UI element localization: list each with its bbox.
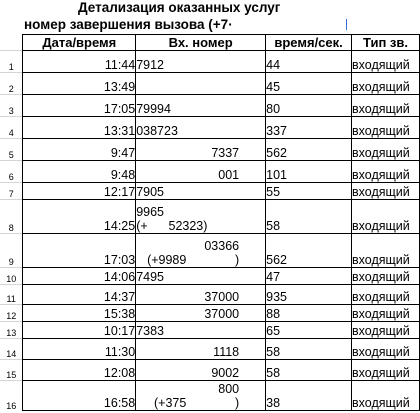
number-line: 001	[218, 168, 240, 182]
table-row[interactable]	[0, 183, 420, 200]
column-header-number[interactable]: Вх. номер	[136, 35, 266, 51]
cell-type[interactable]: входящий	[352, 285, 420, 305]
cell-type[interactable]: входящий	[352, 381, 420, 411]
cell-number[interactable]	[136, 339, 266, 360]
cell-number[interactable]	[136, 381, 266, 411]
cell-time[interactable]: 12:08	[23, 360, 136, 381]
cell-type[interactable]: входящий	[352, 95, 420, 117]
cell-time[interactable]: 17:05	[23, 95, 136, 117]
cell-seconds[interactable]: 58	[266, 339, 352, 360]
number-line: 7495	[136, 270, 165, 284]
row-number[interactable]: 11	[0, 285, 23, 305]
cell-time[interactable]: 16:58	[23, 381, 136, 411]
row-number[interactable]: 5	[0, 139, 23, 161]
cell-type[interactable]: входящий	[352, 305, 420, 322]
table-row[interactable]	[0, 268, 420, 285]
cell-number[interactable]	[136, 200, 266, 234]
row-number[interactable]: 13	[0, 322, 23, 339]
cell-type[interactable]: входящий	[352, 339, 420, 360]
cell-time[interactable]: 9:48	[23, 161, 136, 183]
cell-number[interactable]	[136, 183, 266, 200]
column-header-type[interactable]: Тип зв.	[352, 35, 420, 51]
cell-seconds[interactable]: 55	[266, 183, 352, 200]
cell-number[interactable]	[136, 73, 266, 95]
table-row[interactable]	[0, 381, 420, 411]
number-line-secondary: (+ 52323)	[136, 219, 208, 233]
row-number[interactable]: 9	[0, 234, 23, 268]
cell-seconds[interactable]: 562	[266, 234, 352, 268]
number-line: 800	[218, 382, 240, 396]
text-cursor	[346, 19, 347, 30]
cell-type[interactable]: входящий	[352, 234, 420, 268]
number-line-secondary: (+375 )	[154, 396, 240, 410]
cell-type[interactable]: входящий	[352, 161, 420, 183]
cell-number[interactable]	[136, 51, 266, 73]
cell-type[interactable]: входящий	[352, 73, 420, 95]
cell-number[interactable]	[136, 95, 266, 117]
cell-seconds[interactable]: 47	[266, 268, 352, 285]
cell-seconds[interactable]: 65	[266, 322, 352, 339]
cell-type[interactable]: входящий	[352, 117, 420, 139]
cell-time[interactable]: 11:44	[23, 51, 136, 73]
cell-time[interactable]: 17:03	[23, 234, 136, 268]
number-line: 7383	[136, 324, 165, 338]
table-row[interactable]	[0, 200, 420, 234]
cell-time[interactable]: 13:31	[23, 117, 136, 139]
cell-type[interactable]: входящий	[352, 360, 420, 381]
row-number[interactable]: 7	[0, 183, 23, 200]
cell-time[interactable]: 14:06	[23, 268, 136, 285]
row-number[interactable]: 12	[0, 305, 23, 322]
number-line: 9965	[136, 205, 165, 219]
number-line: 37000	[204, 307, 240, 321]
number-line: 9002	[211, 366, 240, 380]
cell-seconds[interactable]: 337	[266, 117, 352, 139]
column-header-seconds[interactable]: время/сек.	[266, 35, 352, 51]
table-row[interactable]	[0, 305, 420, 322]
row-number[interactable]: 4	[0, 117, 23, 139]
cell-seconds[interactable]: 44	[266, 51, 352, 73]
table-row[interactable]	[0, 234, 420, 268]
cell-number[interactable]	[136, 285, 266, 305]
report-title: Детализация оказанных услуг	[78, 0, 281, 15]
cell-number[interactable]	[136, 139, 266, 161]
cell-seconds[interactable]: 38	[266, 381, 352, 411]
cell-number[interactable]	[136, 161, 266, 183]
row-number[interactable]: 16	[0, 381, 23, 411]
table-row[interactable]	[0, 73, 420, 95]
cell-time[interactable]: 12:17	[23, 183, 136, 200]
table-row[interactable]	[0, 139, 420, 161]
number-line: 79994	[136, 102, 171, 116]
number-line: 7337	[211, 146, 240, 160]
cell-number[interactable]	[136, 322, 266, 339]
number-line: 37000	[204, 290, 240, 304]
cell-type[interactable]: входящий	[352, 322, 420, 339]
cell-type[interactable]: входящий	[352, 51, 420, 73]
cell-time[interactable]: 14:37	[23, 285, 136, 305]
number-line: 1118	[213, 345, 240, 359]
table-row[interactable]	[0, 322, 420, 339]
cell-seconds[interactable]: 58	[266, 200, 352, 234]
cell-type[interactable]: входящий	[352, 200, 420, 234]
cell-number[interactable]	[136, 117, 266, 139]
row-number[interactable]: 10	[0, 268, 23, 285]
cell-seconds[interactable]: 101	[266, 161, 352, 183]
calls-table	[0, 34, 420, 411]
row-number[interactable]: 1	[0, 51, 23, 73]
row-number[interactable]: 8	[0, 200, 23, 234]
row-number[interactable]: 14	[0, 339, 23, 360]
number-line: 7912	[136, 58, 165, 72]
cell-seconds[interactable]: 88	[266, 305, 352, 322]
cell-time[interactable]: 10:17	[23, 322, 136, 339]
table-row[interactable]	[0, 161, 420, 183]
table-header-row	[0, 35, 420, 51]
table-row[interactable]	[0, 95, 420, 117]
number-line: 7905	[136, 185, 165, 199]
number-line-secondary: (+9989 )	[147, 253, 240, 267]
row-number[interactable]: 15	[0, 360, 23, 381]
column-header-datetime[interactable]: Дата/время	[23, 35, 136, 51]
cell-type[interactable]: входящий	[352, 268, 420, 285]
cell-type[interactable]: входящий	[352, 139, 420, 161]
cell-seconds[interactable]: 45	[266, 73, 352, 95]
number-line: 038723	[136, 124, 178, 138]
cell-time[interactable]: 11:30	[23, 339, 136, 360]
table-row[interactable]	[0, 360, 420, 381]
table-row[interactable]	[0, 117, 420, 139]
cell-time[interactable]: 14:25	[23, 200, 136, 234]
table-row[interactable]	[0, 285, 420, 305]
cell-seconds[interactable]: 80	[266, 95, 352, 117]
cell-seconds[interactable]: 58	[266, 360, 352, 381]
cell-time[interactable]: 13:49	[23, 73, 136, 95]
row-number[interactable]: 6	[0, 161, 23, 183]
cell-time[interactable]: 15:38	[23, 305, 136, 322]
table-row[interactable]	[0, 51, 420, 73]
cell-number[interactable]	[136, 268, 266, 285]
report-subtitle: номер завершения вызова (+7·	[24, 17, 233, 32]
row-number[interactable]: 3	[0, 95, 23, 117]
table-row[interactable]	[0, 339, 420, 360]
cell-time[interactable]: 9:47	[23, 139, 136, 161]
cell-number[interactable]	[136, 234, 266, 268]
number-line: 03366	[204, 239, 240, 253]
cell-type[interactable]: входящий	[352, 183, 420, 200]
cell-seconds[interactable]: 562	[266, 139, 352, 161]
row-number[interactable]: 2	[0, 73, 23, 95]
row-number-header	[0, 35, 23, 51]
cell-seconds[interactable]: 935	[266, 285, 352, 305]
cell-number[interactable]	[136, 360, 266, 381]
cell-number[interactable]	[136, 305, 266, 322]
